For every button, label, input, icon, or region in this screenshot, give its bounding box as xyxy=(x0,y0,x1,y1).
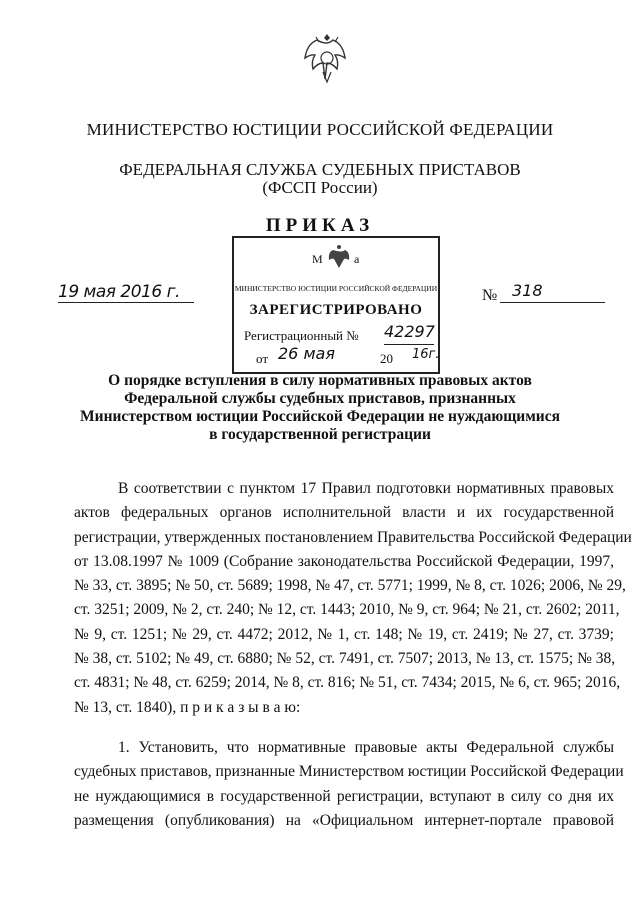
text-line: ст. 3251; 2009, № 2, ст. 240; № 12, ст. 1443; 2010, № 9, ст. 964; № 21, ст. 2602; 2011, xyxy=(74,601,620,619)
stamp-year-label: 20 xyxy=(380,351,393,366)
text-line: № 13, ст. 1840), п р и к а з ы в а ю: xyxy=(74,698,301,716)
text-line: регистрации, утвержденных постановлением Правительства Российской Федерации xyxy=(74,528,632,546)
service-abbreviation: (ФССП России) xyxy=(262,178,378,197)
title-line: Министерством юстиции Российской Федерации не нуждающимися xyxy=(80,408,560,425)
ministry-heading: МИНИСТЕРСТВО ЮСТИЦИИ РОССИЙСКОЙ ФЕДЕРАЦИИ xyxy=(86,120,554,139)
stamp-year: 16г. xyxy=(412,347,440,362)
title-line: О порядке вступления в силу нормативных правовых актов xyxy=(108,372,532,389)
text-line: № 38, ст. 5102; № 49, ст. 6880; № 52, ст. 7491, ст. 7507; 2013, № 13, ст. 1575; № 38, xyxy=(74,650,616,668)
stamp-reg-number: 42297 xyxy=(384,322,435,341)
order-title xyxy=(60,372,580,444)
paragraph-preamble xyxy=(74,477,632,720)
text-line: не нуждающимися в государственной регистрации, вступают в силу со дня их xyxy=(74,787,614,805)
stamp-number-underline xyxy=(384,344,434,345)
order-number-label: № xyxy=(482,287,498,304)
paragraph-item-1 xyxy=(74,736,624,833)
stamp-registered: ЗАРЕГИСТРИРОВАНО xyxy=(249,302,423,318)
order-date: 19 мая 2016 г. xyxy=(58,282,180,302)
title-line: в государственной регистрации xyxy=(209,426,431,443)
number-underline xyxy=(500,302,605,303)
stamp-letter-m: М xyxy=(312,252,323,266)
service-heading: ФЕДЕРАЛЬНАЯ СЛУЖБА СУДЕБНЫХ ПРИСТАВОВ xyxy=(119,160,521,179)
stamp-reg-number-label: Регистрационный № xyxy=(244,328,359,343)
stamp-reg-date: 26 мая xyxy=(278,344,335,363)
text-line: актов федеральных органов исполнительной власти и их государственной xyxy=(74,504,614,522)
text-line: от 13.08.1997 № 1009 (Собрание законодательства Российской Федерации, 1997, xyxy=(74,552,614,570)
text-line: судебных приставов, признанные Министерством юстиции Российской Федерации xyxy=(74,763,624,781)
registration-stamp xyxy=(232,236,440,374)
stamp-letter-a: а xyxy=(354,252,360,266)
text-line: № 9, ст. 1251; № 29, ст. 4472; 2012, № 1, ст. 148; № 19, ст. 2419; № 27, ст. 3739; xyxy=(74,625,614,643)
text-line: 1. Установить, что нормативные правовые акты Федеральной службы xyxy=(118,739,614,756)
date-underline xyxy=(58,302,194,303)
stamp-emblem-icon xyxy=(328,244,350,270)
russian-coat-of-arms-icon xyxy=(303,28,351,94)
title-line: Федеральной службы судебных приставов, признанных xyxy=(124,390,516,407)
text-line: В соответствии с пунктом 17 Правил подготовки нормативных правовых xyxy=(118,480,614,497)
text-line: № 33, ст. 3895; № 50, ст. 5689; 1998, № 47, ст. 5771; 1999, № 8, ст. 1026; 2006, № 29, xyxy=(74,577,626,595)
stamp-date-prefix: от xyxy=(256,351,269,366)
order-number: 318 xyxy=(512,281,543,300)
text-line: ст. 4831; № 48, ст. 6259; 2014, № 8, ст. 816; № 51, ст. 7434; 2015, № 6, ст. 965; 2016, xyxy=(74,674,621,692)
text-line: размещения (опубликования) на «Официальном интернет-портале правовой xyxy=(74,811,614,829)
stamp-ministry: МИНИСТЕРСТВО ЮСТИЦИИ РОССИЙСКОЙ ФЕДЕРАЦИИ xyxy=(234,284,438,293)
document-type-heading: ПРИКАЗ xyxy=(265,215,375,236)
